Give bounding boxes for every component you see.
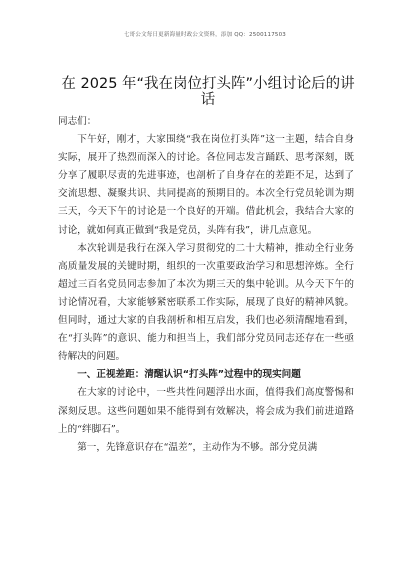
paragraph-2: 本次轮训是我行在深入学习贯彻党的二十大精神，推动全行业务高质量发展的关键时期，组织的一次重要政治学习和思想淬炼。全行超过三百名党员同志参加了本次为期三天的集中轮训。从今天下午的讨论情况看，大家能够紧密联系工作实际，展现了良好的精神风貌。但同时，通过大家的自我剖析和相互启发，我们也必须清醒地看到，在“打头阵”的意识、能力和担当上，我们部分党员同志还存在一些亟待解决的问题。 — [58, 242, 354, 363]
section-heading: 一、正视差距：清醒认识“打头阵”过程中的现实问题 — [77, 369, 301, 381]
paragraph-3: 在大家的讨论中，一些共性问题浮出水面，值得我们高度警惕和深刻反思。这些问题如果不能得到有效解决，将会成为我们前进道路上的“绊脚石”。 — [58, 387, 354, 435]
document-body — [58, 113, 354, 457]
paragraph-4: 第一，先锋意识存在“温差”，主动作为不够。部分党员满 — [77, 441, 318, 453]
header-note: 七哥公文每日更新海量时政公文资料，添加 QQ：2500117503 — [123, 32, 286, 38]
paragraph-1: 下午好，刚才，大家围绕“我在岗位打头阵”这一主题，结合自身实际，展开了热烈而深入的讨论。各位同志发言踊跃、思考深刻，既分享了履职尽责的先进事迹，也剖析了自身存在的差距不足，达到了交流思想、凝聚共识、共同提高的预期目的。本次全行党员轮训为期三天，今天下午的讨论是一个良好的开端。借此机会，我结合大家的讨论，就如何真正做到“我是党员，头阵有我”，讲几点意见。 — [58, 134, 354, 236]
document-title: 在 2025 年“我在岗位打头阵”小组讨论后的讲话 — [61, 76, 355, 108]
salutation: 同志们： — [58, 116, 97, 127]
